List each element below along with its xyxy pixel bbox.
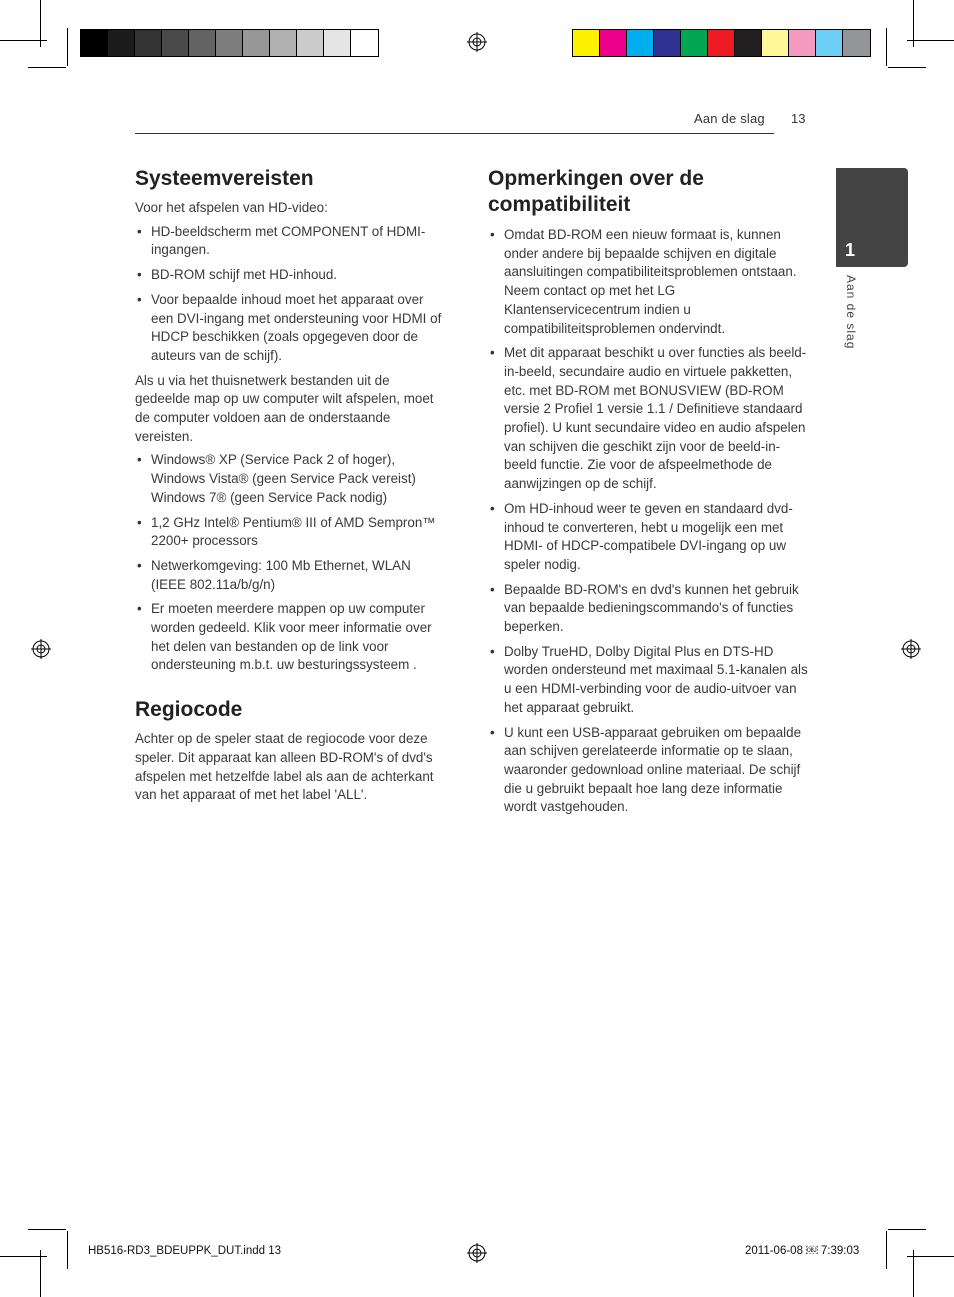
light-cyan-swatch <box>816 30 843 56</box>
left-column <box>135 166 447 810</box>
registration-mark-icon <box>467 1243 487 1263</box>
gray-swatch <box>81 30 108 56</box>
gray-swatch <box>324 30 351 56</box>
crop-mark-tl-h2 <box>28 67 66 68</box>
list-item: • HD-beeldscherm met COMPONENT of HDMI-ingangen. <box>135 223 447 260</box>
list-item: • Bepaalde BD-ROM's en dvd's kunnen het gebruik van bepaalde bedieningscommando's of functies beperken. <box>488 581 810 637</box>
header-section-name: Aan de slag <box>694 111 765 126</box>
color-bar <box>572 29 871 57</box>
yellow-swatch <box>573 30 600 56</box>
cyan-swatch <box>627 30 654 56</box>
list-item: • Windows® XP (Service Pack 2 of hoger), Windows Vista® (geen Service Pack vereist) Windows 7® (geen Service Pack nodig) <box>135 451 447 507</box>
list-item: • Er moeten meerdere mappen op uw computer worden gedeeld. Klik voor meer informatie over het delen van bestanden op de link voor ondersteuning m.b.t. uw besturingssysteem . <box>135 600 447 675</box>
hd-requirements-list <box>135 223 447 366</box>
list-item: • Omdat BD-ROM een nieuw formaat is, kunnen onder andere bij bepaalde schijven en digitale aansluitingen compatibiliteitsproblemen ontstaan. Neem contact op met het LG Klantenservicecentrum indien u compatibiliteitsproblemen ondervindt. <box>488 226 810 338</box>
list-item: • 1,2 GHz Intel® Pentium® III of AMD Sempron™ 2200+ processors <box>135 514 447 551</box>
header-rule <box>135 133 774 134</box>
crop-mark-bl-h <box>0 1256 47 1257</box>
region-code-heading: Regiocode <box>135 698 243 722</box>
footer-file-info: HB516-RD3_BDEUPPK_DUT.indd 13 <box>88 1245 282 1257</box>
page-number: 13 <box>791 111 806 126</box>
list-item: • BD-ROM schijf met HD-inhoud. <box>135 266 447 285</box>
network-intro: Als u via het thuisnetwerk bestanden uit de gedeelde map op uw computer wilt afspelen, moet de computer voldoen aan de onderstaande vereisten. <box>135 372 434 444</box>
registration-mark-icon <box>467 32 487 52</box>
gray-swatch <box>189 30 216 56</box>
right-column <box>488 166 810 823</box>
registration-mark-icon <box>901 639 921 659</box>
footer-date-info: 2011-06-08 ￼ 7:39:03 <box>745 1245 860 1257</box>
black-swatch <box>735 30 762 56</box>
list-item: • Dolby TrueHD, Dolby Digital Plus en DTS-HD worden ondersteund met maximaal 5.1-kanalen als u een HDMI-verbinding voor de audio-uitvoer van het apparaat gebruikt. <box>488 643 810 718</box>
crop-mark-tr-h <box>907 40 954 41</box>
red-swatch <box>708 30 735 56</box>
list-item: • Netwerkomgeving: 100 Mb Ethernet, WLAN (IEEE 802.11a/b/g/n) <box>135 557 447 594</box>
crop-mark-tl-h <box>0 40 47 41</box>
gray-swatch <box>216 30 243 56</box>
region-code-text: Achter op de speler staat de regiocode voor deze speler. Dit apparaat kan alleen BD-ROM's of dvd's afspelen met hetzelfde label als aan de achterkant van het apparaat of met het label 'ALL'. <box>135 731 434 803</box>
gray-swatch <box>297 30 324 56</box>
crop-mark-bl-h2 <box>28 1229 66 1230</box>
pc-requirements-list <box>135 451 447 675</box>
chapter-number: 1 <box>845 240 856 260</box>
light-yellow-swatch <box>762 30 789 56</box>
gray-swatch <box>108 30 135 56</box>
hd-video-intro: Voor het afspelen van HD-video: <box>135 200 328 215</box>
section-spacer <box>135 681 447 697</box>
crop-mark-bl-v <box>40 1250 41 1297</box>
gray-swatch <box>270 30 297 56</box>
crop-mark-br-h <box>907 1256 954 1257</box>
system-requirements-heading: Systeemvereisten <box>135 167 314 190</box>
chapter-tab-label: Aan de slag <box>844 275 858 350</box>
list-item: • Voor bepaalde inhoud moet het apparaat over een DVI-ingang met ondersteuning voor HDMI of HDCP beschikken (zoals opgegeven door de auteurs van de schijf). <box>135 291 447 366</box>
grayscale-bar <box>80 29 379 57</box>
crop-mark-tr-h2 <box>888 67 926 68</box>
list-item: • Met dit apparaat beschikt u over functies als beeld-in-beeld, secundaire audio en virtuele pakketten, etc. met BD-ROM met BONUSVIEW (BD-ROM versie 2 Profiel 1 versie 1.1 / Definitieve standaard profiel). U kunt secundaire video en audio afspelen van schijven die geschikt zijn voor de beeld-in-beeld functie. Zie voor de afspeelmethode de aanwijzingen op de schijf. <box>488 344 810 494</box>
crop-mark-br-h2 <box>888 1229 926 1230</box>
compatibility-list <box>488 226 810 817</box>
list-item: • U kunt een USB-apparaat gebruiken om bepaalde aan schijven gerelateerde informatie op te slaan, waaronder gedownload online materiaal. De schijf die u gebruikt bepaalt hoe lang deze informatie wordt vastgehouden. <box>488 724 810 818</box>
gray-swatch <box>135 30 162 56</box>
registration-mark-icon <box>31 639 51 659</box>
gray-swatch <box>351 30 378 56</box>
gray-swatch <box>843 30 870 56</box>
running-header <box>694 111 806 126</box>
crop-mark-br-v2 <box>886 1231 887 1269</box>
crop-mark-tl-v2 <box>67 28 68 66</box>
gray-swatch <box>243 30 270 56</box>
green-swatch <box>681 30 708 56</box>
blue-swatch <box>654 30 681 56</box>
compatibility-heading: Opmerkingen over de compatibiliteit <box>488 167 704 216</box>
gray-swatch <box>162 30 189 56</box>
crop-mark-bl-v2 <box>67 1231 68 1269</box>
list-item: • Om HD-inhoud weer te geven en standaard dvd-inhoud te converteren, hebt u mogelijk een met HDMI- of HDCP-compatibele DVI-ingang op uw speler nodig. <box>488 500 810 575</box>
magenta-swatch <box>600 30 627 56</box>
crop-mark-tr-v2 <box>886 28 887 66</box>
pink-swatch <box>789 30 816 56</box>
crop-mark-br-v <box>913 1250 914 1297</box>
